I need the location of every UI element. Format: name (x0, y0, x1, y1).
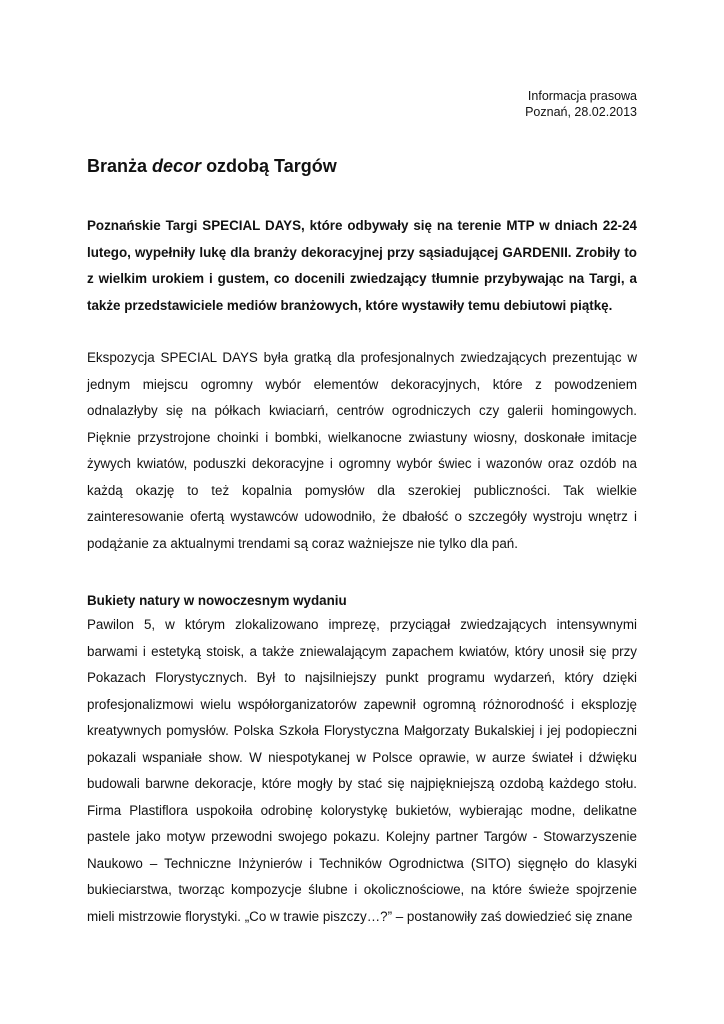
body-paragraph-1: Ekspozycja SPECIAL DAYS była gratką dla profesjonalnych zwiedzających prezentując w jednym miejscu ogromny wybór elementów dekoracyjnych, które z powodzeniem odnalazłyby się na półkach kwiaciarń, centrów ogrodniczych czy galerii homingowych. Pięknie przystrojone choinki i bombki, wielkanocne zwiastuny wiosny, doskonałe imitacje żywych kwiatów, poduszki dekoracyjne i ogromny wybór świec i wazonów oraz ozdób na każdą okazję to też kopalnia pomysłów dla szerokiej publiczności. Tak wielkie zainteresowanie ofertą wystawców udowodniło, że dbałość o szczegóły wystroju wnętrz i podążanie za aktualnymi trendami są coraz ważniejsze nie tylko dla pań. (87, 350, 637, 551)
body-paragraph-2: Pawilon 5, w którym zlokalizowano imprezę, przyciągał zwiedzających intensywnymi barwami i estetyką stoisk, a także zniewalającym zapachem kwiatów, który unosił się przy Pokazach Florystycznych. Był to najsilniejszy punkt programu wydarzeń, który dzięki profesjonalizmowi wielu współorganizatorów zapewnił ogromną różnorodność i eksplozję kreatywnych pomysłów. Polska Szkoła Florystyczna Małgorzaty Bukalskiej i jej podopieczni pokazali wspaniałe show. W niespotykanej w Polsce oprawie, w aurze świateł i dźwięku budowali barwne dekoracje, które mogły by stać się najpiękniejszą ozdobą każdego stołu. Firma Plastiflora uspokoiła odrobinę kolorystykę bukietów, wybierając modne, delikatne pastele jako motyw przewodni swojego pokazu. Kolejny partner Targów - Stowarzyszenie Naukowo – Techniczne Inżynierów i Techników Ogrodnictwa (SITO) sięgnęło do klasyki bukieciarstwa, tworząc kompozycje ślubne i okolicznościowe, na które świeże spojrzenie mieli mistrzowie florystyki. „Co w trawie piszczy…?” – postanowiły zaś dowiedzieć się znane (87, 617, 637, 924)
press-release-label: Informacja prasowa (527, 89, 637, 103)
press-release-header (525, 88, 637, 120)
place-and-date: Poznań, 28.02.2013 (525, 105, 637, 119)
document-title (87, 156, 337, 177)
title-italic-word: decor (152, 156, 202, 176)
section-subheading: Bukiety natury w nowoczesnym wydaniu (87, 593, 347, 608)
lead-paragraph: Poznańskie Targi SPECIAL DAYS, które odbywały się na terenie MTP w dniach 22-24 lutego, wypełniły lukę dla branży dekoracyjnej przy sąsiadującej GARDENII. Zrobiły to z wielkim urokiem i gustem, co docenili zwiedzający tłumnie przybywając na Targi, a także przedstawiciele mediów branżowych, które wystawiły temu debiutowi piątkę. (87, 218, 637, 313)
title-part-2: ozdobą Targów (201, 156, 337, 176)
title-part-1: Branża (87, 156, 153, 176)
